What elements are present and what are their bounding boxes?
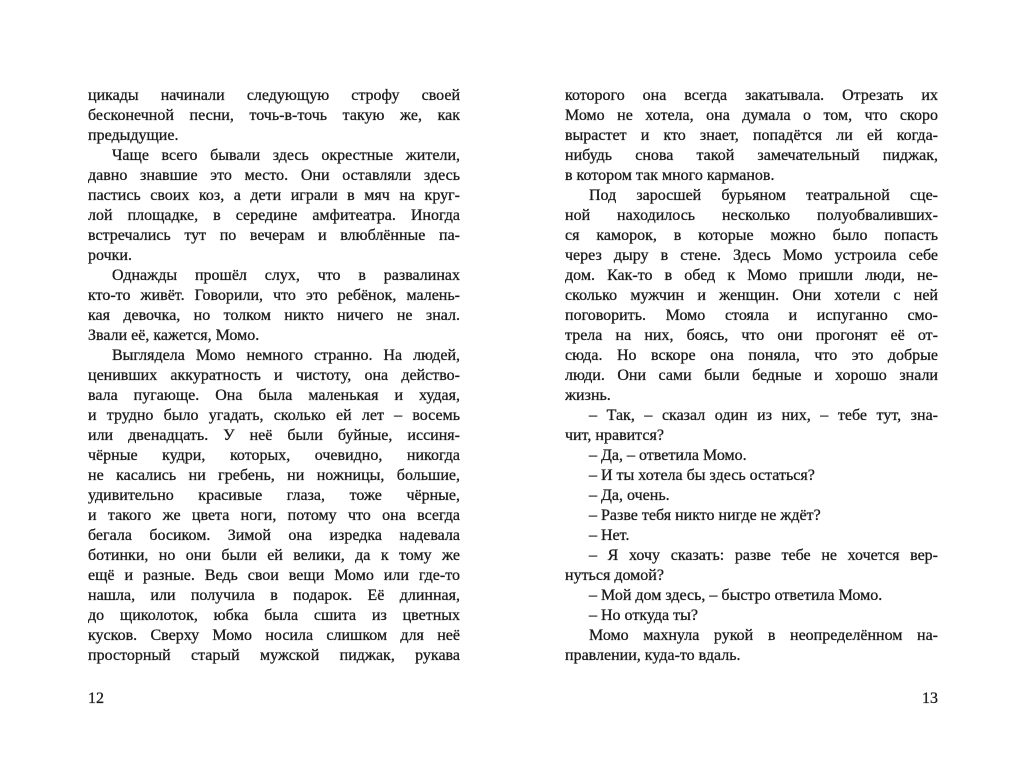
text-line: ся каморок, в которые можно было попасть bbox=[565, 227, 938, 244]
text-line: – И ты хотела бы здесь остаться? bbox=[589, 467, 815, 484]
text-line: удивительно красивые глаза, тоже чёрные, bbox=[88, 487, 460, 504]
text-line: Чаще всего бывали здесь окрестные жители, bbox=[112, 147, 460, 164]
text-line: – Я хочу сказать: разве тебе не хочется вер- bbox=[589, 547, 938, 564]
text-line: в котором так много карманов. bbox=[565, 167, 775, 184]
text-line: – Но откуда ты? bbox=[589, 607, 698, 624]
text-line: вырастет и кто знает, попадётся ли ей когда- bbox=[565, 127, 938, 144]
text-line: чит, нравится? bbox=[565, 427, 664, 444]
text-line: Однажды прошёл слух, что в развалинах bbox=[112, 267, 460, 284]
text-line: нашла, или получила в подарок. Её длинная, bbox=[88, 587, 460, 604]
text-line: – Мой дом здесь, – быстро ответила Момо. bbox=[589, 587, 883, 604]
page-number-left: 12 bbox=[88, 690, 104, 707]
text-line: Момо не хотела, она думала о том, что скоро bbox=[565, 107, 938, 124]
text-line: просторный старый мужской пиджак, рукава bbox=[88, 647, 460, 664]
text-line: не касались ни гребень, ни ножницы, большие, bbox=[88, 467, 460, 484]
text-line: кто-то живёт. Говорили, что это ребёнок, малень- bbox=[88, 287, 460, 304]
text-line: – Разве тебя никто нигде не ждёт? bbox=[589, 507, 821, 524]
page-right-text bbox=[565, 86, 938, 666]
text-line: сюда. Но вскоре она поняла, что это добрые bbox=[565, 347, 938, 364]
text-line: Под заросшей бурьяном театральной сце- bbox=[589, 187, 938, 204]
text-line: чёрные кудри, которых, очевидно, никогда bbox=[88, 447, 460, 464]
text-line: жизнь. bbox=[565, 387, 611, 404]
text-line: трела на них, боясь, что они прогонят её от- bbox=[565, 327, 938, 344]
text-line: ной находилось несколько полуобваливших- bbox=[565, 207, 938, 224]
text-line: лой площадке, в середине амфитеатра. Иногда bbox=[88, 207, 460, 224]
page-right bbox=[565, 86, 938, 709]
text-line: бегала босиком. Зимой она изредка надевала bbox=[88, 527, 460, 544]
text-line: бесконечной песни, точь-в-точь такую же, как bbox=[88, 107, 460, 124]
text-line: до щиколоток, юбка была сшита из цветных bbox=[88, 607, 460, 624]
text-line: давно знавшие это место. Они оставляли здесь bbox=[88, 167, 460, 184]
page-number-right: 13 bbox=[922, 690, 938, 707]
text-line: предыдущие. bbox=[88, 127, 179, 144]
text-line: встречались тут по вечерам и влюблённые па- bbox=[88, 227, 460, 244]
text-line: или двенадцать. У неё были буйные, иссиня- bbox=[88, 427, 460, 444]
text-line: нибудь снова такой замечательный пиджак, bbox=[565, 147, 938, 164]
text-line: Момо махнула рукой в неопределённом на- bbox=[589, 627, 938, 644]
text-line: дом. Как-то в обед к Момо пришли люди, не- bbox=[565, 267, 938, 284]
page-left-text bbox=[88, 86, 460, 666]
text-line: кусков. Сверху Момо носила слишком для неё bbox=[88, 627, 460, 644]
text-line: нуться домой? bbox=[565, 567, 664, 584]
text-line: – Нет. bbox=[589, 527, 630, 544]
text-line: пастись своих коз, а дети играли в мяч на круг- bbox=[88, 187, 460, 204]
text-line: которого она всегда закатывала. Отрезать их bbox=[565, 87, 938, 104]
text-line: сколько мужчин и женщин. Они хотели с ней bbox=[565, 287, 938, 304]
text-line: люди. Они сами были бедные и хорошо знали bbox=[565, 367, 938, 384]
text-line: ценивших аккуратность и чистоту, она действо- bbox=[88, 367, 460, 384]
text-line: ботинки, но они были ей велики, да к тому же bbox=[88, 547, 460, 564]
text-line: кая девочка, но толком никто ничего не знал. bbox=[88, 307, 460, 324]
text-line: и трудно было угадать, сколько ей лет – восемь bbox=[88, 407, 460, 424]
text-line: вала пугающе. Она была маленькая и худая, bbox=[88, 387, 460, 404]
text-line: – Так, – сказал один из них, – тебе тут, зна- bbox=[589, 407, 938, 424]
text-line: и такого же цвета ноги, потому что она всегда bbox=[88, 507, 460, 524]
text-line: – Да, – ответила Момо. bbox=[589, 447, 747, 464]
text-line: через дыру в стене. Здесь Момо устроила себе bbox=[565, 247, 938, 264]
text-line: рочки. bbox=[88, 247, 132, 264]
text-line: поговорить. Момо стояла и испуганно смо- bbox=[565, 307, 938, 324]
text-line: Звали её, кажется, Момо. bbox=[88, 327, 260, 344]
text-line: правлении, куда-то вдаль. bbox=[565, 647, 741, 664]
text-line: – Да, очень. bbox=[589, 487, 670, 504]
text-line: цикады начинали следующую строфу своей bbox=[88, 87, 460, 104]
text-line: ещё и разные. Ведь свои вещи Момо или где-то bbox=[88, 567, 460, 584]
page-left bbox=[88, 86, 460, 709]
text-line: Выглядела Момо немного странно. На людей, bbox=[112, 347, 460, 364]
